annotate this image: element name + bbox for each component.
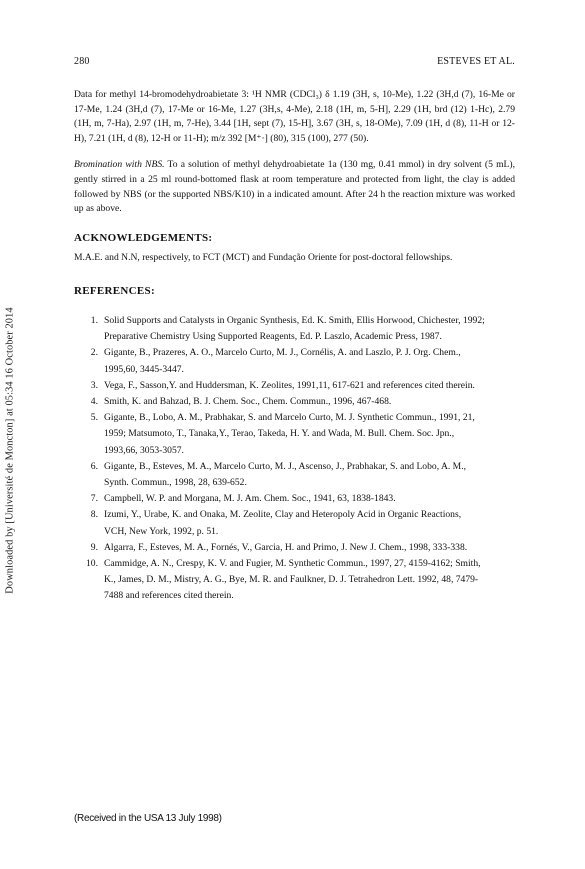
- download-watermark-text: Downloaded by [Université de Moncton] at 05:34 16 October 2014: [4, 306, 16, 594]
- reference-text: Gigante, B., Lobo, A. M., Prabhakar, S. and Marcelo Curto, M. J. Synthetic Commun., 1991, 21, 1959; Matsumoto, T., Tanaka,Y., Terao, Takeda, H. Y. and Wada, M. Bull. Chem. Soc. Jpn., 1993,66, 3053-3057.: [104, 412, 475, 456]
- reference-number: 10.: [86, 557, 98, 569]
- acknowledgements-text: M.A.E. and N.N, respectively, to FCT (MCT) and Fundação Oriente for post-doctoral fellowships.: [74, 252, 453, 264]
- running-head: ESTEVES ET AL.: [437, 56, 515, 67]
- reference-number: 3.: [90, 379, 98, 391]
- reference-item: [74, 394, 515, 410]
- bromination-label: Bromination with NBS.: [74, 159, 165, 171]
- reference-item: [74, 507, 515, 539]
- reference-item: [74, 459, 515, 491]
- nmr-data-paragraph: Data for methyl 14-bromodehydroabietate 3: ¹H NMR (CDCl₃) δ 1.19 (3H, s, 10-Me), 1.22 (3H,d (7), 16-Me or 17-Me, 1.24 (3H,d (7), 17-Me or 16-Me, 1.27 (3H,s, 4-Me), 2.18 (1H, m, 5-H], 2.29 (1H, brd (12) 1-Hc), 2.79 (1H, m, 7-Ha), 2.97 (1H, m, 7-He), 3.44 [1H, sept (7), 15-H], 3.67 (3H, s, 18-OMe), 7.09 (1H, d (8), 11-H or 12-H), 7.21 (1H, d (8), 12-H or 11-H); m/z 392 [M⁺·] (80), 315 (100), 277 (50).: [74, 89, 515, 144]
- reference-text: Gigante, B., Prazeres, A. O., Marcelo Curto, M. J., Cornélis, A. and Laszlo, P. J. Org. Chem., 1995,60, 3445-3447.: [104, 347, 461, 375]
- reference-text: Vega, F., Sasson,Y. and Huddersman, K. Zeolites, 1991,11, 617-621 and references cited therein.: [104, 379, 475, 391]
- reference-text: Cammidge, A. N., Crespy, K. V. and Fugier, M. Synthetic Commun., 1997, 27, 4159-4162; Smith, K., James, D. M., Mistry, A. G., Bye, M. R. and Faulkner, D. J. Tetrahedron Lett. 1992, 48, 7479-7488 and references cited therein.: [104, 557, 481, 602]
- reference-item: [74, 345, 515, 377]
- page-header: [74, 56, 515, 67]
- reference-item: [74, 556, 515, 605]
- bromination-paragraph: [74, 158, 515, 216]
- download-watermark: [2, 100, 18, 800]
- reference-number: 8.: [90, 509, 98, 521]
- reference-item: [74, 540, 515, 556]
- reference-number: 1.: [90, 314, 98, 326]
- reference-number: 7.: [90, 493, 98, 505]
- bromination-text: To a solution of methyl dehydroabietate 1a (130 mg, 0.41 mmol) in dry solvent (5 mL), gently stirred in a 25 ml round-bottomed flask at room temperature and protected from light, the clay is added followed by NBS (or the supported NBS/K10) in a indicated amount. After 24 h the reaction mixture was worked up as above.: [74, 159, 515, 215]
- reference-number: 6.: [90, 460, 98, 472]
- reference-text: Smith, K. and Bahzad, B. J. Chem. Soc., Chem. Commun., 1996, 467-468.: [104, 395, 392, 407]
- page-number: 280: [74, 56, 90, 67]
- reference-text: Izumi, Y., Urabe, K. and Onaka, M. Zeolite, Clay and Heteropoly Acid in Organic Reactions, VCH, New York, 1992, p. 51.: [104, 509, 462, 537]
- received-date: (Received in the USA 13 July 1998): [74, 813, 222, 824]
- references-list: [74, 313, 515, 605]
- reference-number: 9.: [90, 541, 98, 553]
- reference-text: Gigante, B., Esteves, M. A., Marcelo Curto, M. J., Ascenso, J., Prabhakar, S. and Lobo, A. M., Synth. Commun., 1998, 28, 639-652.: [104, 460, 467, 488]
- reference-item: [74, 491, 515, 507]
- reference-text: Campbell, W. P. and Morgana, M. J. Am. Chem. Soc., 1941, 63, 1838-1843.: [104, 493, 396, 505]
- reference-number: 5.: [90, 412, 98, 424]
- reference-item: [74, 313, 515, 345]
- references-heading: REFERENCES:: [74, 285, 155, 298]
- acknowledgements-heading: ACKNOWLEDGEMENTS:: [74, 231, 213, 244]
- reference-number: 4.: [90, 395, 98, 407]
- reference-text: Solid Supports and Catalysts in Organic Synthesis, Ed. K. Smith, Ellis Horwood, Chichester, 1992; Preparative Chemistry Using Supported Reagents, Ed. P. Laszlo, Academic Press, 1987.: [104, 314, 485, 343]
- page-content: [74, 88, 515, 605]
- reference-number: 2.: [90, 347, 98, 359]
- reference-item: [74, 378, 515, 394]
- reference-text: Algarra, F., Esteves, M. A., Fornés, V., Garcia, H. and Primo, J. New J. Chem., 1998, 333-338.: [104, 541, 468, 553]
- reference-item: [74, 410, 515, 459]
